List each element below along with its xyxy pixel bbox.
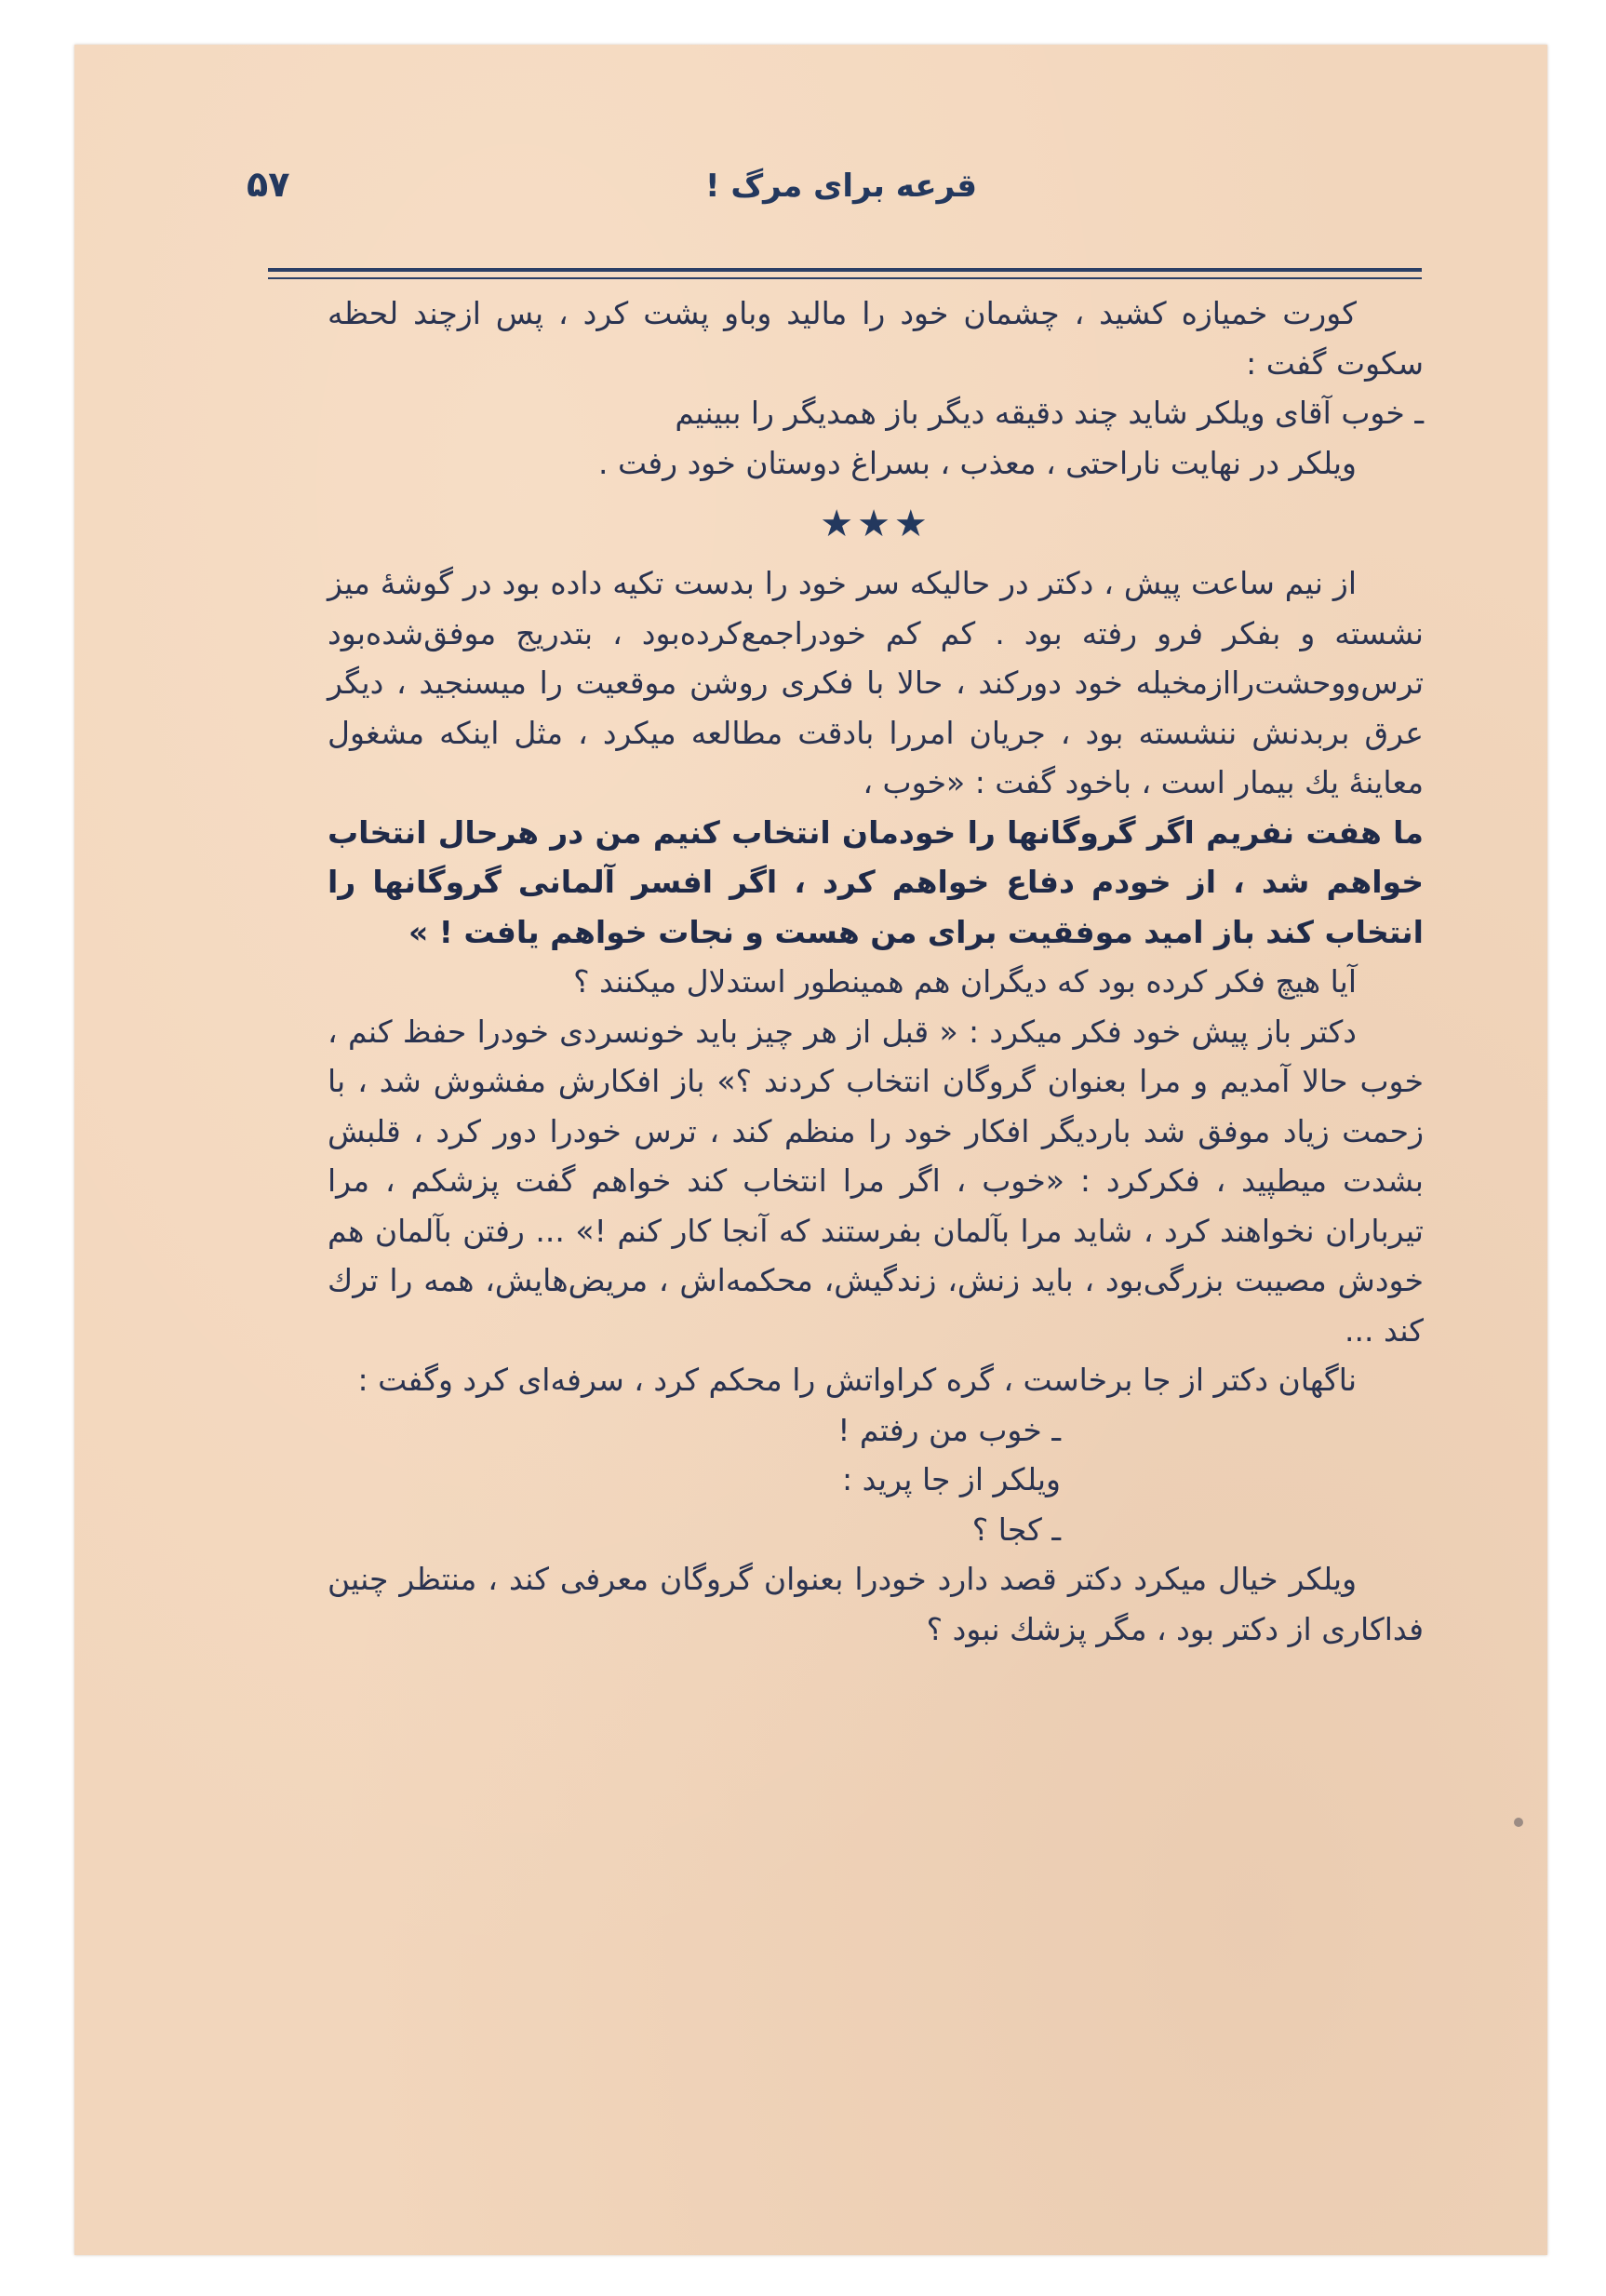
paragraph: از نیم ساعت پیش ، دکتر در حالیکه سر خود را بدست تکیه داده بود در گوشهٔ میز نشسته و بفکر فرو رفته بود . کم کم خودراجمع‌کرده‌بود ، بتدریج موفق‌شده‌بود ترس‌ووحشت‌رااز‌مخیله خود دورکند ، حالا با فکری روشن موقعیت را میسنجید ، دیگر عرق بربدنش ننشسته بود ، جریان امررا بادقت مطالعه میکرد ، مثل اینکه مشغول معاینهٔ یك بیمار است ، باخود گفت : «خوب ، xyxy=(328,565,1424,800)
margin-spot xyxy=(1514,1818,1523,1827)
header-rule-thick xyxy=(268,268,1422,272)
dialogue-line: ـ خوب من رفتم ! xyxy=(837,1411,1061,1448)
dialogue-line: ویلکر از جا پرید : xyxy=(841,1461,1061,1497)
running-title: قرعه برای مرگ ! xyxy=(704,168,978,205)
page-header xyxy=(247,158,1436,223)
header-rule-thin xyxy=(268,277,1422,279)
paragraph: ناگهان دکتر از جا برخاست ، گره کراواتش را محکم کرد ، سرفه‌ای کرد وگفت : xyxy=(357,1362,1357,1398)
book-page xyxy=(74,45,1547,2255)
paragraph: ـ خوب آقای ویلکر شاید چند دقیقه دیگر باز همدیگر را ببینیم xyxy=(675,395,1424,431)
paragraph: کورت خمیازه کشید ، چشمان خود را مالید وباو پشت کرد ، پس ازچند لحظه سکوت گفت : xyxy=(328,295,1424,382)
paragraph: دکتر باز پیش خود فکر میکرد : « قبل از هر چیز باید خونسردی خودرا حفظ کنم ، خوب حالا آمدیم و مرا بعنوان گروگان انتخاب کردند ؟» باز افکارش مفشوش شد ، با زحمت زیاد موفق شد باردیگر افکار خود را منظم کند ، ترس خودرا دور کرد ، قلبش بشدت میطپید ، فکرکرد : «خوب ، اگر مرا انتخاب کند خواهم گفت پزشکم ، مرا تیرباران نخواهند کرد ، شاید مرا بآلمان بفرستند که آنجا کار کنم !» ... رفتن بآلمان هم خودش مصیبت بزرگی‌بود ، باید زنش، زندگیش، محکمه‌اش ، مریض‌هایش، همه را ترك کند ... xyxy=(328,1013,1424,1349)
page-number: ۵۷ xyxy=(247,164,290,205)
section-separator: ★★★ xyxy=(820,503,931,545)
paragraph: ویلکر خیال میکرد دکتر قصد دارد خودرا بعنوان گروگان معرفی کند ، منتظر چنین فداکاری از دکتر بود ، مگر پزشك نبود ؟ xyxy=(328,1561,1424,1647)
paragraph: آیا هیچ فکر کرده بود که دیگران هم همینطور استدلال میکنند ؟ xyxy=(573,963,1357,1000)
body-text xyxy=(328,289,1424,1654)
paragraph-bold: ما هفت نفریم اگر گروگانها را خودمان انتخاب کنیم من در هرحال انتخاب خواهم شد ، از خودم دفاع خواهم کرد ، اگر افسر آلمانی گروگانها را انتخاب کند باز امید موفقیت برای من هست و نجات خواهم یافت ! » xyxy=(328,813,1424,950)
paragraph: ویلکر در نهایت ناراحتی ، معذب ، بسراغ دوستان خود رفت . xyxy=(598,444,1357,481)
dialogue-line: ـ کجا ؟ xyxy=(971,1511,1061,1548)
